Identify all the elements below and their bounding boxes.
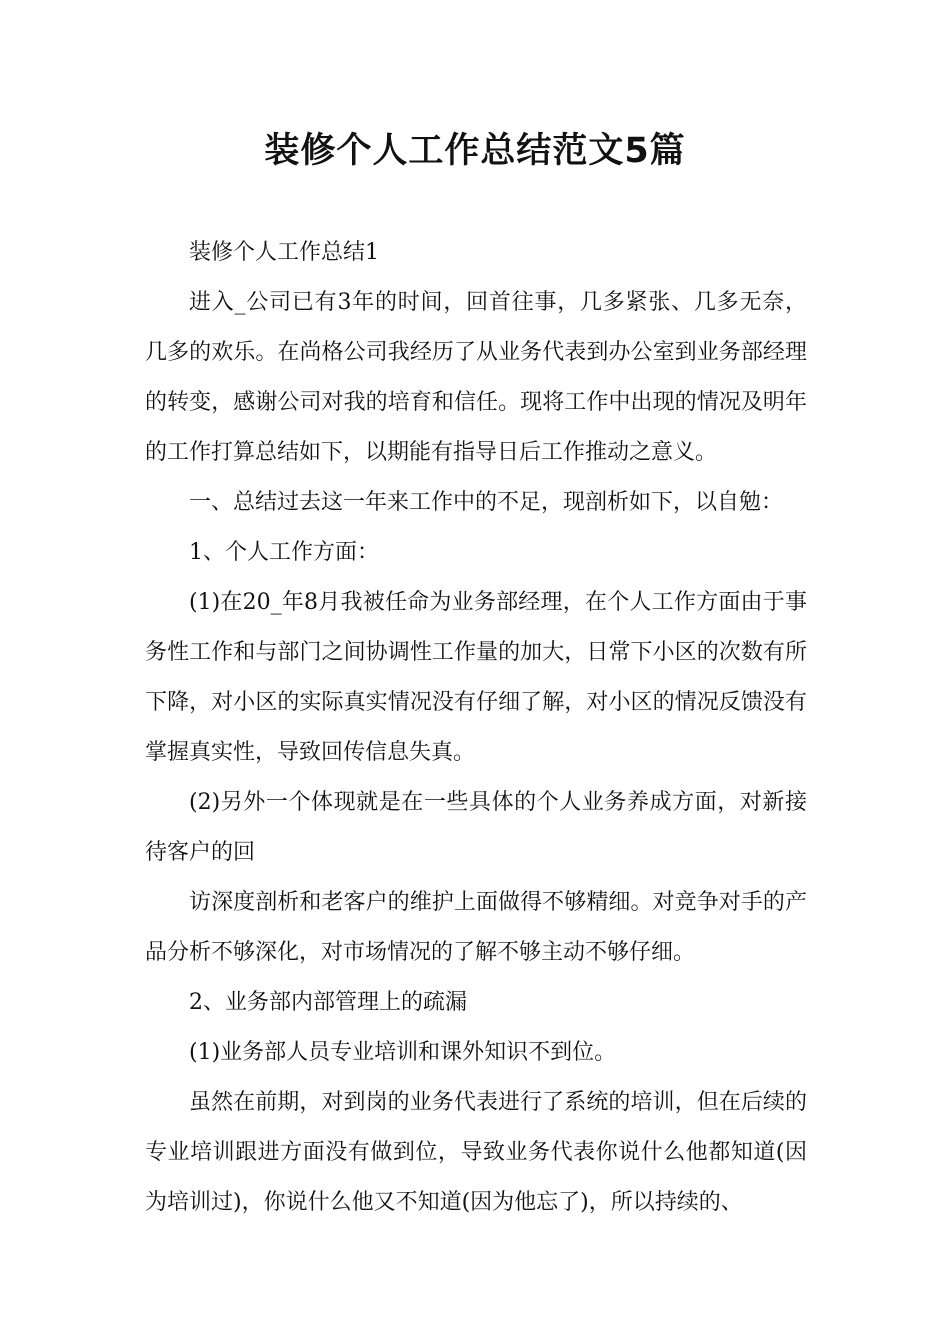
paragraph: 进入_公司已有3年的时间，回首往事，几多紧张、几多无奈，几多的欢乐。在尚格公司我经历了从业务代表到办公室到业务部经理的转变，感谢公司对我的培育和信任。现将工作中出现的情况及明年的工作打算总结如下，以期能有指导日后工作推动之意义。 (145, 290, 807, 465)
paragraph: (1)业务部人员专业培训和课外知识不到位。 (189, 1040, 617, 1065)
paragraph: 虽然在前期，对到岗的业务代表进行了系统的培训，但在后续的专业培训跟进方面没有做到位，导致业务代表你说什么他都知道(因为培训过)，你说什么他又不知道(因为他忘了)，所以持续的、 (145, 1090, 807, 1215)
section-heading: 装修个人工作总结1 (189, 240, 379, 265)
paragraph: 1、个人工作方面： (189, 540, 379, 565)
paragraph: (1)在20_年8月我被任命为业务部经理，在个人工作方面由于事务性工作和与部门之间协调性工作量的加大，日常下小区的次数有所下降，对小区的实际真实情况没有仔细了解，对小区的情况反馈没有掌握真实性，导致回传信息失真。 (145, 590, 807, 765)
paragraph: 访深度剖析和老客户的维护上面做得不够精细。对竞争对手的产品分析不够深化，对市场情况的了解不够主动不够仔细。 (145, 890, 807, 965)
document-title: 装修个人工作总结范文5篇 (264, 131, 686, 171)
paragraph: 2、业务部内部管理上的疏漏 (189, 990, 467, 1015)
document-body (145, 228, 807, 1228)
paragraph: 一、总结过去这一年来工作中的不足，现剖析如下，以自勉： (189, 490, 784, 515)
paragraph: (2)另外一个体现就是在一些具体的个人业务养成方面，对新接待客户的回 (145, 790, 807, 865)
